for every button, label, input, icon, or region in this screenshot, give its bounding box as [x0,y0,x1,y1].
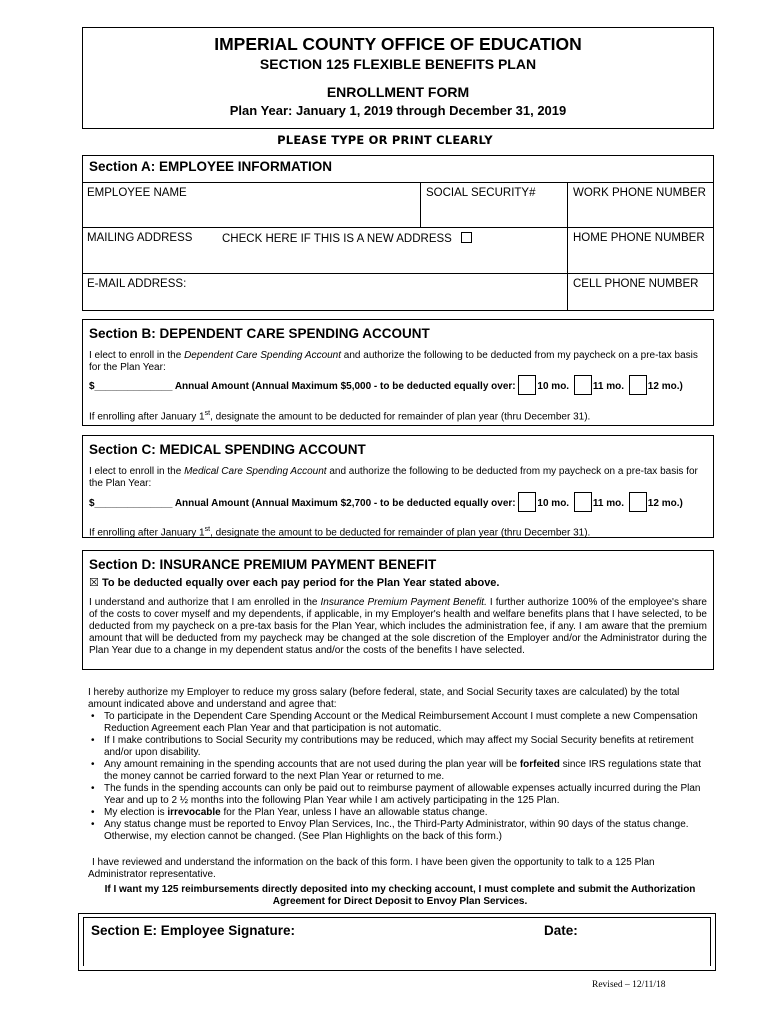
authorization-bullets [88,711,708,843]
home-phone-field[interactable] [573,232,711,270]
medical-10mo-checkbox[interactable] [518,492,536,512]
divider [83,182,713,183]
divider [567,182,568,310]
premium-checkbox-checked[interactable]: ☒ [89,576,99,589]
list-item: • The funds in the spending accounts can only be paid out to reimburse payment of allowable expenses actually incurred during the Plan Year and up to 2 ½ months into the following Plan Year while I am actively participating in the 125 Plan. [88,783,708,807]
plan-title: SECTION 125 FLEXIBLE BENEFITS PLAN [259,56,537,72]
cell-phone-label: CELL PHONE NUMBER [573,278,699,290]
section-b-intro: I elect to enroll in the Dependent Care Spending Account and authorize the following to be deducted from my paycheck on a pre-tax basis for the Plan Year: [89,350,698,373]
reviewed-statement: I have reviewed and understand the information on the back of this form. I have been given the opportunity to talk to a 125 Plan Administrator representative. [88,857,655,880]
list-item: • Any status change must be reported to Envoy Plan Services, Inc., the Third-Party Administrator, within 90 days of the status change. Otherwise, my election cannot be changed. (See Plan Highlights on the back of this form.) [88,819,708,843]
dependent-care-amount-input[interactable]: $______________ Annual Amount (Annual Maximum $5,000 - to be deducted equally over: [89,381,516,392]
list-item: • To participate in the Dependent Care Spending Account or the Medical Reimbursement Account I must complete a new Compensation Reduction Agreement each Plan Year and that participation is not automatic. [88,711,708,735]
authorization-intro: I hereby authorize my Employer to reduce my gross salary (before federal, state, and Social Security taxes are calculated) by the total amount indicated above and understand and agree that: [88,687,680,710]
section-b-title: Section B: DEPENDENT CARE SPENDING ACCOUNT [89,326,430,341]
section-c-intro: I elect to enroll in the Medical Care Spending Account and authorize the following to be deducted from my paycheck on a pre-tax basis for the Plan Year: [89,466,698,489]
section-b [82,319,714,426]
medical-amount-input[interactable]: $______________ Annual Amount (Annual Maximum $2,700 - to be deducted equally over: [89,498,516,509]
section-c-amount-line: $______________ Annual Amount (Annual Maximum $2,700 - to be deducted equally over: 10 mo. 11 mo. 12 mo.) [89,492,683,512]
new-address-option[interactable] [222,232,472,245]
mailing-address-field[interactable] [87,232,217,270]
section-c-note: If enrolling after January 1st, designate the amount to be deducted for remainder of plan year (thru December 31). [89,526,591,539]
org-title: IMPERIAL COUNTY OFFICE OF EDUCATION [214,34,582,54]
section-d [82,550,714,670]
header-box [82,27,714,129]
divider [83,273,713,274]
date-label: Date: [544,923,578,938]
section-c [82,435,714,538]
signature-field[interactable] [91,923,531,963]
divider [420,182,421,227]
revised-date: Revised – 12/11/18 [592,980,666,990]
section-a-title: Section A: EMPLOYEE INFORMATION [89,159,333,174]
divider [83,227,713,228]
ssn-label: SOCIAL SECURITY# [426,187,536,199]
instruction: PLEASE TYPE OR PRINT CLEARLY [277,133,493,147]
email-field[interactable] [87,278,563,308]
employee-name-field[interactable] [87,187,417,225]
dependent-12mo-checkbox[interactable] [629,375,647,395]
section-b-amount-line: $______________ Annual Amount (Annual Maximum $5,000 - to be deducted equally over: 10 mo. 11 mo. 12 mo.) [89,375,683,395]
medical-12mo-checkbox[interactable] [629,492,647,512]
section-e [78,913,716,971]
list-item: • Any amount remaining in the spending accounts that are not used during the plan year will be forfeited since IRS regulations state that the money cannot be carried forward to the next Plan Year or returned to me. [88,759,708,783]
cell-phone-field[interactable] [573,278,711,308]
signature-label: Section E: Employee Signature: [91,923,296,938]
form-title: ENROLLMENT FORM [326,84,470,100]
dependent-11mo-checkbox[interactable] [574,375,592,395]
section-d-body: I understand and authorize that I am enrolled in the Insurance Premium Payment Benefit. I further authorize 100% of the employee's share of the costs to cover myself and my dependents, if applicable, in my Employer's health and welfare benefits plans that I have selected, to be deducted from my paycheck on a pre-tax basis for the Plan Year, which includes the administration fee, if any. I am aware that the premium amount that will be deducted from my paycheck may be changed at the sole discretion of the Employer and/or the Administrator during the Plan Year due to a change in my dependent status and/or the costs of the benefits I have selected. [89,597,707,656]
direct-deposit-note: If I want my 125 reimbursements directly deposited into my checking account, I must complete and submit the Authorization Agreement for Direct Deposit to Envoy Plan Services. [104,884,696,907]
section-b-note: If enrolling after January 1st, designate the amount to be deducted for remainder of plan year (thru December 31). [89,410,591,423]
ssn-field[interactable] [426,187,564,225]
work-phone-field[interactable] [573,187,711,225]
dependent-10mo-checkbox[interactable] [518,375,536,395]
new-address-label: CHECK HERE IF THIS IS A NEW ADDRESS [222,233,452,245]
list-item: • If I make contributions to Social Security my contributions may be reduced, which may affect my Social Security benefits at retirement and/or upon disability. [88,735,708,759]
date-field[interactable] [544,923,704,963]
home-phone-label: HOME PHONE NUMBER [573,232,705,244]
list-item: • My election is irrevocable for the Plan Year, unless I have an allowable status change. [88,807,708,819]
employee-name-label: EMPLOYEE NAME [87,187,187,199]
work-phone-label: WORK PHONE NUMBER [573,187,706,199]
new-address-checkbox[interactable] [461,232,472,243]
mailing-address-label: MAILING ADDRESS [87,232,193,244]
section-c-title: Section C: MEDICAL SPENDING ACCOUNT [89,442,366,457]
medical-11mo-checkbox[interactable] [574,492,592,512]
email-label: E-MAIL ADDRESS: [87,278,187,290]
section-a [82,155,714,311]
plan-year: Plan Year: January 1, 2019 through December 31, 2019 [229,103,567,118]
section-d-checked-line: ☒ To be deducted equally over each pay period for the Plan Year stated above. [89,576,500,589]
section-d-title: Section D: INSURANCE PREMIUM PAYMENT BENEFIT [89,557,437,572]
